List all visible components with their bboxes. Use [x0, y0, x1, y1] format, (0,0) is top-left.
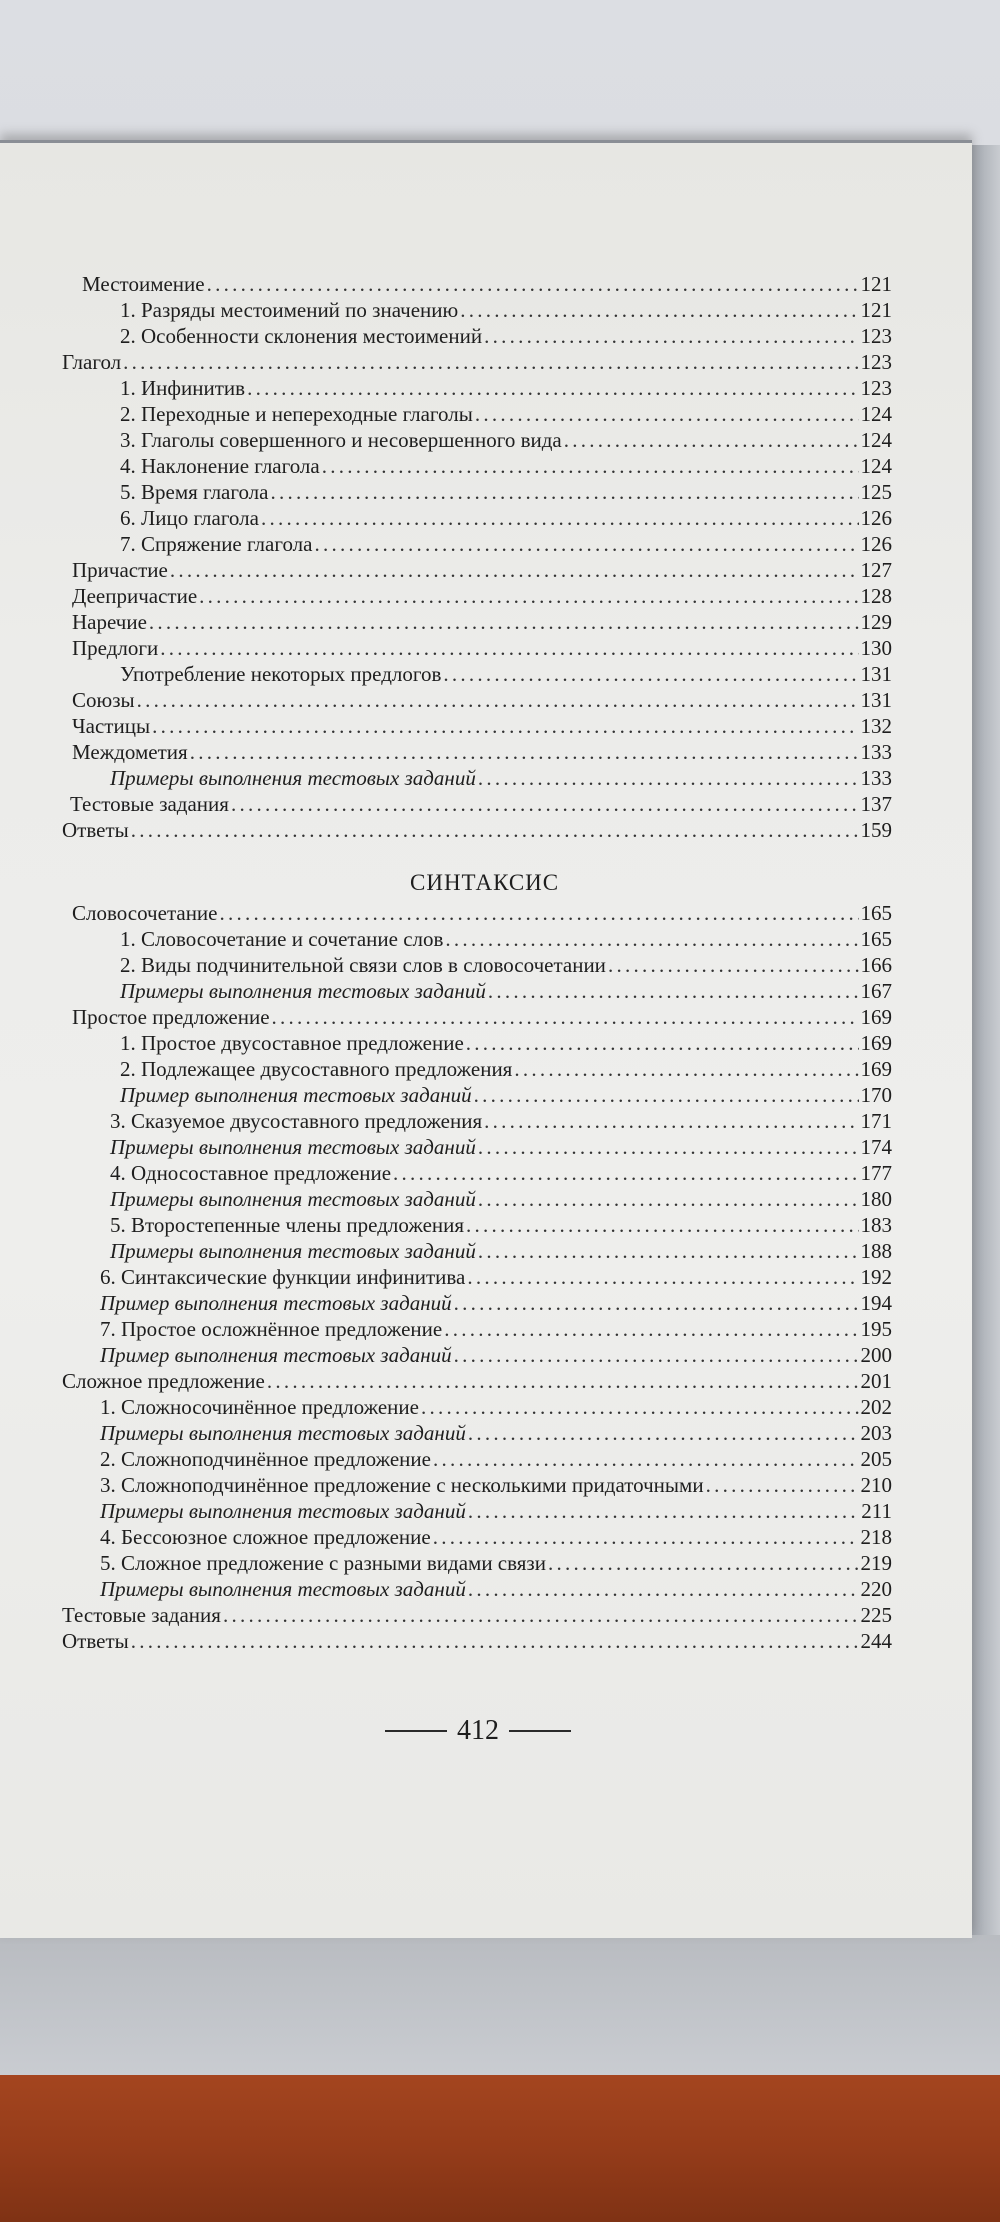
toc-leader-dots [478, 766, 859, 790]
toc-entry-title: 5. Сложное предложение с разными видами связи [100, 1551, 546, 1575]
toc-entry [100, 1525, 892, 1551]
toc-entry-page: 124 [860, 454, 892, 478]
toc-entry [72, 584, 892, 610]
toc-entry [100, 1551, 892, 1577]
toc-entry-title: 4. Наклонение глагола [120, 454, 320, 478]
toc-leader-dots [123, 350, 858, 374]
toc-entry [100, 1395, 892, 1421]
toc-entry-page: 126 [860, 506, 892, 530]
toc-entry [72, 740, 892, 766]
toc-entry-page: 128 [860, 584, 892, 608]
toc-leader-dots [207, 272, 859, 296]
toc-entry-page: 169 [860, 1057, 892, 1081]
toc-entry-page: 127 [860, 558, 892, 582]
toc-leader-dots [314, 532, 858, 556]
toc-entry-page: 123 [860, 350, 892, 374]
toc-entry-page: 170 [860, 1083, 892, 1107]
toc-leader-dots [478, 1239, 859, 1263]
toc-leader-dots [433, 1447, 859, 1471]
toc-entry [120, 979, 892, 1005]
toc-entry-page: 177 [860, 1161, 892, 1185]
toc-entry [120, 480, 892, 506]
toc-leader-dots [220, 901, 859, 925]
toc-entry-title: 6. Синтаксические функции инфинитива [100, 1265, 466, 1289]
toc-entry-title: 3. Глаголы совершенного и несовершенного вида [120, 428, 562, 452]
toc-entry-title: Простое предложение [72, 1005, 270, 1029]
toc-entry [72, 901, 892, 927]
toc-entry-page: 124 [860, 428, 892, 452]
toc-entry [72, 688, 892, 714]
toc-leader-dots [247, 376, 858, 400]
toc-entry-title: Междометия [72, 740, 188, 764]
toc-leader-dots [706, 1473, 859, 1497]
toc-entry-title: Пример выполнения тестовых заданий [100, 1343, 452, 1367]
toc-entry-page: 130 [860, 636, 892, 660]
toc-leader-dots [421, 1395, 859, 1419]
toc-entry [120, 532, 892, 558]
toc-entry-page: 133 [860, 766, 892, 790]
toc-leader-dots [548, 1551, 859, 1575]
toc-leader-dots [466, 1213, 858, 1237]
toc-entry [72, 636, 892, 662]
toc-entry-page: 126 [860, 532, 892, 556]
toc-entry-title: Местоимение [82, 272, 205, 296]
toc-leader-dots [467, 1265, 858, 1289]
toc-leader-dots [131, 1629, 859, 1653]
toc-entry-title: Глагол [62, 350, 122, 374]
toc-entry-title: 4. Односоставное предложение [110, 1161, 392, 1185]
toc-leader-dots [393, 1161, 858, 1185]
toc-entry [100, 1265, 892, 1291]
toc-leader-dots [488, 979, 859, 1003]
toc-entry-title: 2. Подлежащее двусоставного предложения [120, 1057, 513, 1081]
toc-entry-title: 5. Время глагола [120, 480, 269, 504]
toc-entry [110, 1187, 892, 1213]
toc-leader-dots [454, 1343, 859, 1367]
toc-leader-dots [468, 1421, 859, 1445]
toc-entry-title: Примеры выполнения тестовых заданий [120, 979, 486, 1003]
toc-leader-dots [608, 953, 859, 977]
toc-entry-title: Примеры выполнения тестовых заданий [110, 1239, 476, 1263]
toc-entry-title: 2. Переходные и непереходные глаголы [120, 402, 473, 426]
toc-entry-title: Примеры выполнения тестовых заданий [100, 1577, 466, 1601]
toc-entry-page: 166 [860, 953, 892, 977]
page-number: 412 [457, 1715, 499, 1746]
table-of-contents [0, 143, 972, 1938]
toc-leader-dots [564, 428, 859, 452]
toc-leader-dots [474, 1083, 859, 1107]
toc-entry-title: Ответы [62, 1629, 129, 1653]
toc-entry [100, 1577, 892, 1603]
toc-leader-dots [223, 1603, 859, 1627]
toc-entry-page: 171 [860, 1109, 892, 1133]
toc-entry [100, 1343, 892, 1369]
toc-leader-dots [160, 636, 858, 660]
toc-entry [72, 558, 892, 584]
toc-entry-page: 169 [860, 1005, 892, 1029]
toc-entry-title: Примеры выполнения тестовых заданий [100, 1499, 466, 1523]
toc-entry-page: 159 [860, 818, 892, 842]
toc-leader-dots [478, 1135, 859, 1159]
toc-entry-title: 2. Сложноподчинённое предложение [100, 1447, 431, 1471]
toc-entry-title: 5. Второстепенные члены предложения [110, 1213, 465, 1237]
toc-leader-dots [261, 506, 859, 530]
toc-entry-title: 1. Сложносочинённое предложение [100, 1395, 419, 1419]
toc-entry-page: 188 [860, 1239, 892, 1263]
toc-entry [120, 454, 892, 480]
toc-entry-title: Наречие [72, 610, 147, 634]
toc-entry-page: 225 [860, 1603, 892, 1627]
toc-entry-title: 2. Особенности склонения местоимений [120, 324, 483, 348]
toc-entry [100, 1473, 892, 1499]
toc-leader-dots [190, 740, 859, 764]
toc-leader-dots [131, 818, 859, 842]
toc-entry-title: Союзы [72, 688, 135, 712]
toc-entry-page: 200 [860, 1343, 892, 1367]
toc-entry-page: 133 [860, 740, 892, 764]
toc-entry-page: 195 [860, 1317, 892, 1341]
toc-entry [120, 298, 892, 324]
toc-entry-page: 131 [860, 662, 892, 686]
toc-entry-title: Ответы [62, 818, 129, 842]
toc-leader-dots [484, 1109, 858, 1133]
toc-entry-page: 220 [860, 1577, 892, 1601]
toc-leader-dots [484, 324, 858, 348]
section-heading: СИНТАКСИС [410, 870, 560, 895]
toc-entry-title: Предлоги [72, 636, 159, 660]
toc-entry [72, 1005, 892, 1031]
toc-entry [72, 610, 892, 636]
toc-leader-dots [267, 1369, 859, 1393]
toc-leader-dots [443, 662, 858, 686]
toc-entry [110, 766, 892, 792]
toc-entry-page: 129 [860, 610, 892, 634]
toc-leader-dots [272, 1005, 859, 1029]
toc-entry [62, 1629, 892, 1655]
toc-entry-page: 123 [860, 376, 892, 400]
toc-entry-title: Примеры выполнения тестовых заданий [110, 1135, 476, 1159]
toc-entry-title: Примеры выполнения тестовых заданий [110, 1187, 476, 1211]
toc-entry [120, 506, 892, 532]
toc-entry-page: 125 [860, 480, 892, 504]
toc-leader-dots [199, 584, 858, 608]
toc-entry-page: 165 [860, 901, 892, 925]
toc-leader-dots [231, 792, 859, 816]
toc-leader-dots [454, 1291, 859, 1315]
toc-entry-page: 211 [861, 1499, 892, 1523]
toc-leader-dots [460, 298, 858, 322]
toc-entry-page: 121 [860, 272, 892, 296]
toc-entry-page: 167 [860, 979, 892, 1003]
toc-entry [100, 1447, 892, 1473]
toc-entry [70, 792, 892, 818]
toc-leader-dots [514, 1057, 858, 1081]
toc-leader-dots [433, 1525, 859, 1549]
toc-entry-page: 210 [860, 1473, 892, 1497]
toc-entry-title: Примеры выполнения тестовых заданий [100, 1421, 466, 1445]
toc-entry [62, 350, 892, 376]
toc-entry-title: Деепричастие [72, 584, 198, 608]
toc-entry-title: Примеры выполнения тестовых заданий [110, 766, 476, 790]
toc-entry-page: 123 [860, 324, 892, 348]
toc-entry-page: 219 [860, 1551, 892, 1575]
toc-entry-page: 201 [860, 1369, 892, 1393]
toc-entry [62, 1369, 892, 1395]
toc-entry [120, 662, 892, 688]
toc-entry-title: 4. Бессоюзное сложное предложение [100, 1525, 431, 1549]
toc-entry [120, 376, 892, 402]
toc-entry [110, 1161, 892, 1187]
toc-entry-title: Тестовые задания [62, 1603, 221, 1627]
toc-entry [120, 927, 892, 953]
toc-entry [62, 818, 892, 844]
toc-leader-dots [468, 1577, 859, 1601]
toc-leader-dots [445, 927, 858, 951]
toc-entry [110, 1213, 892, 1239]
toc-entry [120, 1031, 892, 1057]
toc-entry [120, 953, 892, 979]
toc-entry-page: 169 [860, 1031, 892, 1055]
toc-leader-dots [475, 402, 859, 426]
toc-entry-page: 205 [860, 1447, 892, 1471]
toc-entry [110, 1135, 892, 1161]
toc-entry [100, 1421, 892, 1447]
toc-entry-page: 218 [860, 1525, 892, 1549]
toc-entry [120, 402, 892, 428]
toc-entry-title: 2. Виды подчинительной связи слов в словосочетании [120, 953, 606, 977]
toc-entry [120, 324, 892, 350]
toc-entry-page: 202 [860, 1395, 892, 1419]
toc-entry-title: Причастие [72, 558, 168, 582]
toc-entry-title: Сложное предложение [62, 1369, 265, 1393]
book-page [0, 140, 972, 1938]
toc-entry-page: 137 [860, 792, 892, 816]
toc-leader-dots [152, 714, 858, 738]
toc-entry-title: 7. Спряжение глагола [120, 532, 313, 556]
toc-entry [82, 272, 892, 298]
toc-entry [110, 1239, 892, 1265]
toc-leader-dots [149, 610, 859, 634]
toc-entry-page: 121 [860, 298, 892, 322]
toc-entry [120, 1057, 892, 1083]
toc-entry-page: 165 [860, 927, 892, 951]
toc-entry-page: 183 [860, 1213, 892, 1237]
toc-entry-page: 192 [860, 1265, 892, 1289]
toc-entry [120, 1083, 892, 1109]
toc-leader-dots [444, 1317, 858, 1341]
toc-entry-title: 1. Разряды местоимений по значению [120, 298, 459, 322]
book-shadow [0, 1930, 1000, 2075]
toc-entry-title: 3. Сказуемое двусоставного предложения [110, 1109, 483, 1133]
toc-entry-page: 180 [860, 1187, 892, 1211]
toc-entry [72, 714, 892, 740]
toc-entry-page: 174 [860, 1135, 892, 1159]
page-number-dash-right [509, 1730, 571, 1732]
toc-entry-title: 1. Инфинитив [120, 376, 246, 400]
toc-entry-title: Пример выполнения тестовых заданий [120, 1083, 472, 1107]
toc-entry-title: 6. Лицо глагола [120, 506, 259, 530]
toc-entry [110, 1109, 892, 1135]
toc-leader-dots [271, 480, 859, 504]
toc-entry [100, 1317, 892, 1343]
toc-entry-title: 3. Сложноподчинённое предложение с несколькими придаточными [100, 1473, 704, 1497]
toc-entry-title: 7. Простое осложнённое предложение [100, 1317, 443, 1341]
toc-entry-page: 124 [860, 402, 892, 426]
toc-entry-title: Употребление некоторых предлогов [120, 662, 442, 686]
toc-entry-page: 194 [860, 1291, 892, 1315]
toc-leader-dots [322, 454, 859, 478]
toc-entry-title: 1. Простое двусоставное предложение [120, 1031, 464, 1055]
toc-entry-page: 244 [860, 1629, 892, 1653]
toc-entry-page: 131 [860, 688, 892, 712]
toc-entry-title: 1. Словосочетание и сочетание слов [120, 927, 444, 951]
toc-entry-title: Словосочетание [72, 901, 218, 925]
toc-entry [100, 1499, 892, 1525]
toc-entry [100, 1291, 892, 1317]
toc-entry [62, 1603, 892, 1629]
toc-entry-title: Частицы [72, 714, 151, 738]
toc-entry-title: Пример выполнения тестовых заданий [100, 1291, 452, 1315]
page-number-footer [385, 1715, 571, 1747]
toc-leader-dots [468, 1499, 859, 1523]
page-number-dash-left [385, 1730, 447, 1732]
toc-entry-title: Тестовые задания [70, 792, 229, 816]
toc-leader-dots [170, 558, 859, 582]
table-surface [0, 2075, 1000, 2222]
toc-leader-dots [478, 1187, 859, 1211]
toc-entry [120, 428, 892, 454]
toc-leader-dots [466, 1031, 859, 1055]
toc-entry-page: 132 [860, 714, 892, 738]
toc-entry-page: 203 [860, 1421, 892, 1445]
toc-leader-dots [137, 688, 859, 712]
